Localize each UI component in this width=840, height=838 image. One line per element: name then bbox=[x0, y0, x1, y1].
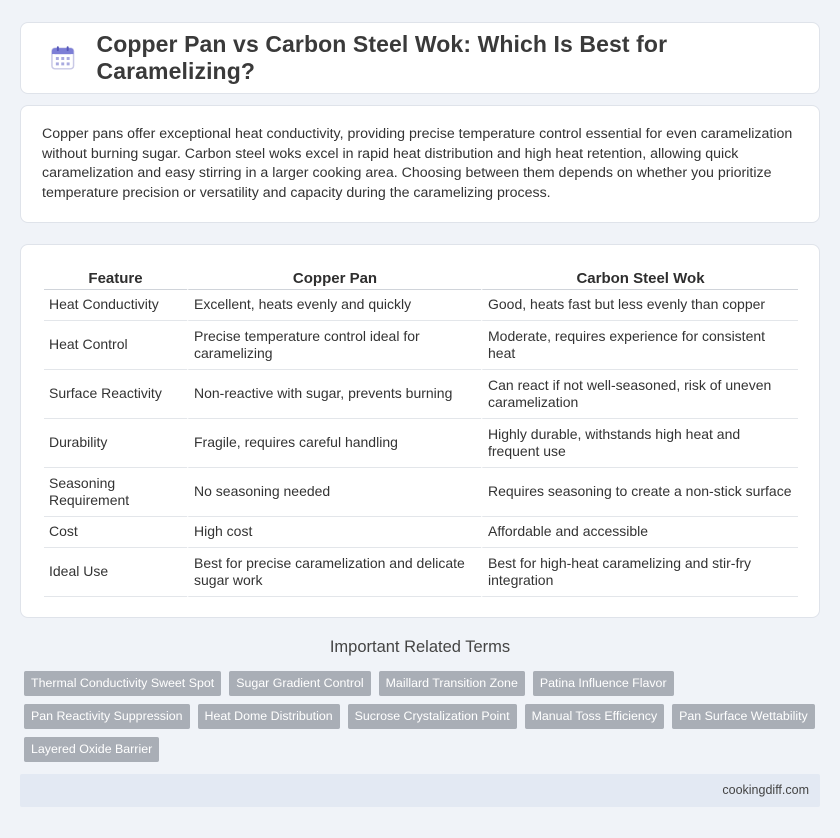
term-tag[interactable]: Pan Surface Wettability bbox=[672, 704, 815, 729]
copper-cell: Non-reactive with sugar, prevents burning bbox=[187, 370, 481, 419]
table-row bbox=[44, 370, 798, 419]
wok-cell: Moderate, requires experience for consistent heat bbox=[481, 321, 798, 370]
table-row bbox=[44, 548, 798, 597]
feature-cell: Seasoning Requirement bbox=[44, 468, 187, 517]
table-header-row bbox=[44, 263, 798, 290]
copper-cell: Fragile, requires careful handling bbox=[187, 419, 481, 468]
column-header-feature: Feature bbox=[44, 263, 187, 290]
page-title: Copper Pan vs Carbon Steel Wok: Which Is Best for Caramelizing? bbox=[96, 31, 668, 84]
table-row bbox=[44, 290, 798, 321]
wok-cell: Affordable and accessible bbox=[481, 517, 798, 548]
table-row bbox=[44, 468, 798, 517]
comparison-table bbox=[44, 263, 798, 597]
copper-cell: Excellent, heats evenly and quickly bbox=[187, 290, 481, 321]
term-tag[interactable]: Heat Dome Distribution bbox=[198, 704, 340, 729]
wok-cell: Highly durable, withstands high heat and frequent use bbox=[481, 419, 798, 468]
copper-cell: Best for precise caramelization and delicate sugar work bbox=[187, 548, 481, 597]
wok-cell: Requires seasoning to create a non-stick surface bbox=[481, 468, 798, 517]
copper-cell: Precise temperature control ideal for caramelizing bbox=[187, 321, 481, 370]
intro-text: Copper pans offer exceptional heat conductivity, providing precise temperature control essential for even caramelization without burning sugar. Carbon steel woks excel in rapid heat distribution and high heat retention, allowing quick caramelization and easy stirring in a larger cooking area. Choosing between them depends on whether you prioritize temperature precision or versatility and capacity during the caramelizing process. bbox=[42, 126, 793, 201]
title-card bbox=[20, 22, 820, 94]
wok-cell: Can react if not well-seasoned, risk of uneven caramelization bbox=[481, 370, 798, 419]
calendar-icon bbox=[49, 44, 77, 72]
table-row bbox=[44, 419, 798, 468]
term-tag[interactable]: Sucrose Crystalization Point bbox=[348, 704, 517, 729]
footer bbox=[20, 774, 820, 807]
term-tag[interactable]: Maillard Transition Zone bbox=[379, 671, 525, 696]
copper-cell: High cost bbox=[187, 517, 481, 548]
term-tag[interactable]: Sugar Gradient Control bbox=[229, 671, 370, 696]
term-tag[interactable]: Layered Oxide Barrier bbox=[24, 737, 159, 762]
feature-cell: Cost bbox=[44, 517, 187, 548]
term-tag[interactable]: Pan Reactivity Suppression bbox=[24, 704, 190, 729]
footer-site-link[interactable]: cookingdiff.com bbox=[722, 783, 809, 797]
feature-cell: Heat Conductivity bbox=[44, 290, 187, 321]
feature-cell: Durability bbox=[44, 419, 187, 468]
table-row bbox=[44, 517, 798, 548]
column-header-copper-pan: Copper Pan bbox=[187, 263, 481, 290]
wok-cell: Good, heats fast but less evenly than copper bbox=[481, 290, 798, 321]
term-tag[interactable]: Manual Toss Efficiency bbox=[525, 704, 665, 729]
column-header-carbon-steel-wok: Carbon Steel Wok bbox=[481, 263, 798, 290]
wok-cell: Best for high-heat caramelizing and stir-fry integration bbox=[481, 548, 798, 597]
intro-card bbox=[20, 105, 820, 223]
related-terms-title: Important Related Terms bbox=[329, 638, 511, 656]
feature-cell: Ideal Use bbox=[44, 548, 187, 597]
copper-cell: No seasoning needed bbox=[187, 468, 481, 517]
comparison-card bbox=[20, 244, 820, 618]
feature-cell: Surface Reactivity bbox=[44, 370, 187, 419]
feature-cell: Heat Control bbox=[44, 321, 187, 370]
term-tag[interactable]: Patina Influence Flavor bbox=[533, 671, 674, 696]
related-terms-list bbox=[24, 671, 824, 762]
term-tag[interactable]: Thermal Conductivity Sweet Spot bbox=[24, 671, 221, 696]
table-row bbox=[44, 321, 798, 370]
